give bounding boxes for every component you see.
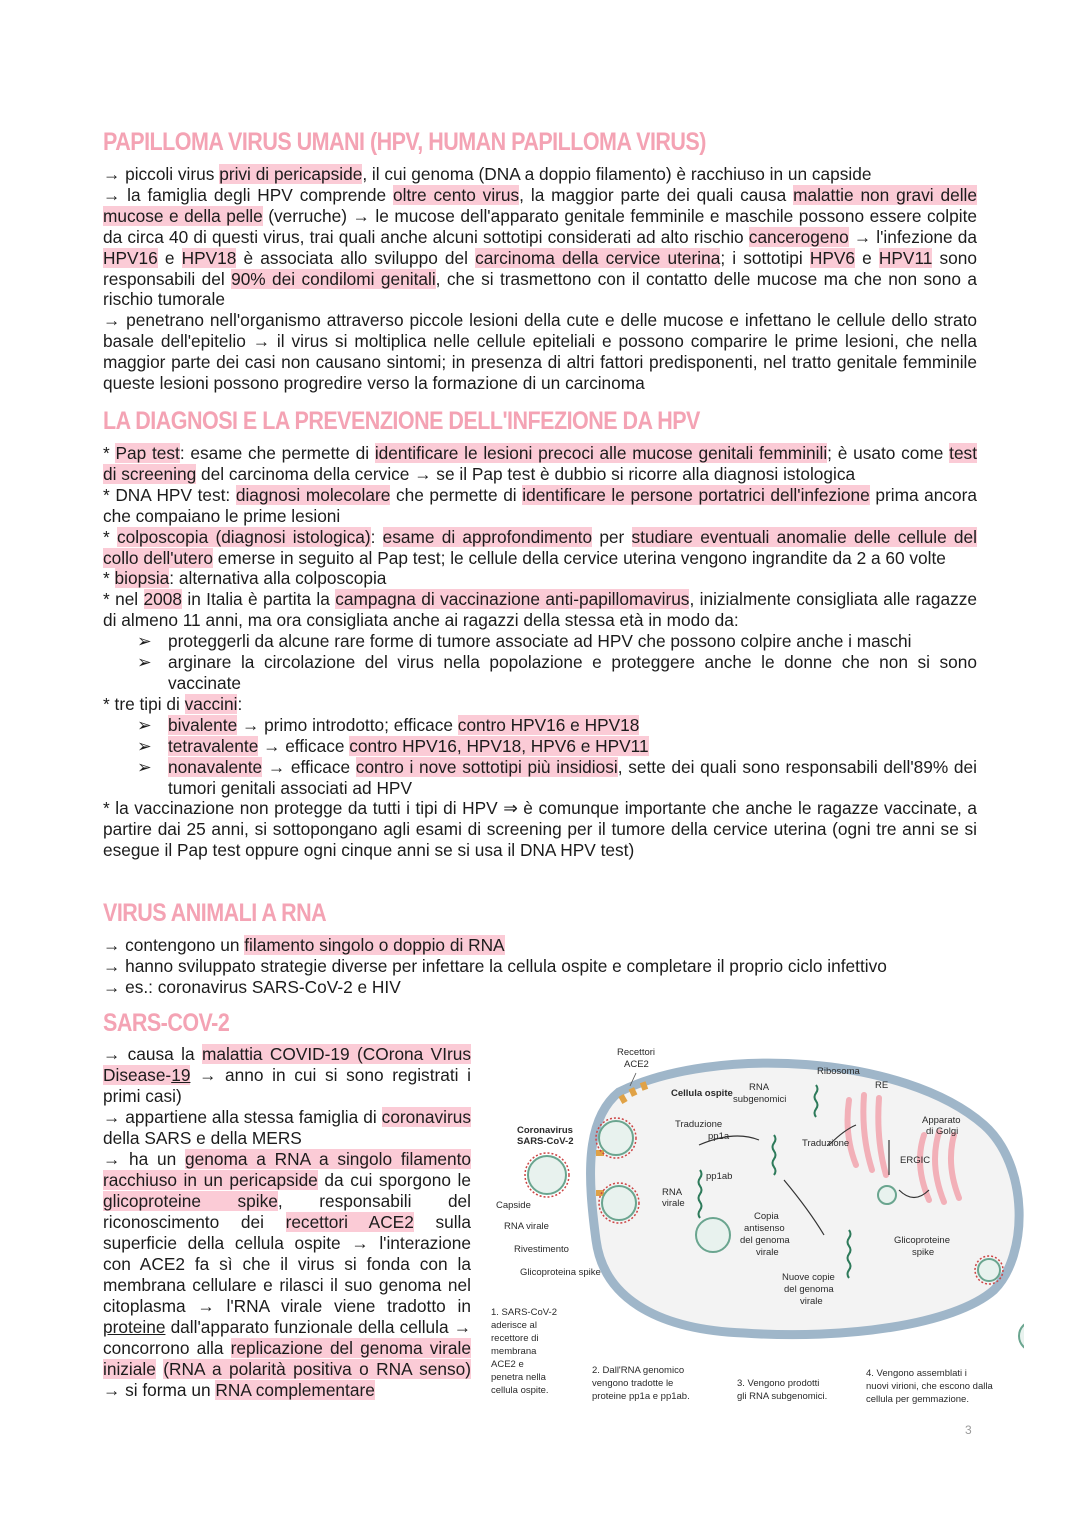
rna-line-1: → contengono un filamento singolo o doppio di RNA — [103, 935, 505, 955]
svg-text:gli RNA subgenomici.: gli RNA subgenomici. — [737, 1391, 828, 1402]
svg-text:2. Dall'RNA genomico: 2. Dall'RNA genomico — [592, 1365, 685, 1376]
label-coronavirus-1: Coronavirus — [517, 1125, 573, 1136]
svg-text:proteine pp1a e pp1ab.: proteine pp1a e pp1ab. — [592, 1391, 690, 1402]
svg-text:nuovi virioni, che escono dall: nuovi virioni, che escono dalla — [866, 1381, 993, 1392]
hpv-section — [103, 164, 977, 394]
label-ribosoma: Ribosoma — [817, 1066, 860, 1077]
step-2-caption — [592, 1365, 690, 1402]
label-copia-3: del genoma — [740, 1235, 790, 1246]
step-1-caption — [491, 1307, 557, 1396]
sars-cov-2-replication-figure — [484, 1040, 1024, 1420]
sars-text: → causa la malattia COVID-19 (COrona VIrus Disease-19 → anno in cui si sono registrati i primi casi) → appartiene alla stessa famiglia di coronavirus della SARS e della MERS → ha un genoma a RNA a singolo filamento racchiuso in un pericapside da cui sporgono le glicoproteine spike, responsabili del riconoscimento dei recettori ACE2 sulla superficie della cellula ospite → l'interazione con ACE2 fa sì che il virus si fonda con la membrana cellulare e rilasci il suo genoma nel citoplasma → l'RNA virale viene tradotto in proteine dall'apparato funzionale della cellula → concorrono alla replicazione del genoma virale iniziale (RNA a polarità positiva o RNA senso) → si forma un RNA complementare — [103, 1044, 472, 1400]
label-capside: Capside — [496, 1200, 531, 1211]
heading-diagnosi: LA DIAGNOSI E LA PREVENZIONE DELL'INFEZIONE DA HPV — [103, 407, 700, 435]
heading-sars: SARS-COV-2 — [103, 1009, 230, 1037]
page-number: 3 — [965, 1423, 972, 1437]
label-rna-1: RNA — [662, 1187, 683, 1198]
svg-text:aderisce al: aderisce al — [491, 1320, 537, 1331]
svg-text:cellula ospite.: cellula ospite. — [491, 1385, 549, 1396]
label-rivestimento: Rivestimento — [514, 1244, 569, 1255]
label-nuove-3: virale — [800, 1296, 823, 1307]
label-traduzione-2: Traduzione — [802, 1138, 850, 1149]
label-glico-2: spike — [912, 1247, 935, 1258]
vaccinazione-item: * nel 2008 in Italia è partita la campagna di vaccinazione anti-papillomavirus, inizialmente consigliata alle ragazze di almeno 11 anni, ma ora consigliata anche ai ragazzi della stessa età in modo da: — [103, 589, 977, 631]
svg-text:ACE2 e: ACE2 e — [491, 1359, 524, 1370]
label-glicoproteina-spike: Glicoproteina spike — [520, 1267, 601, 1278]
svg-text:3. Vengono prodotti: 3. Vengono prodotti — [737, 1378, 820, 1389]
colposcopia-item: * colposcopia (diagnosi istologica): esame di approfondimento per studiare eventuali anomalie delle cellule del collo dell'utero emerse in seguito al Pap test; le cellule della cervice uterina vengono ingrandite da 2 a 60 volte — [103, 526, 977, 568]
label-rna-sub-2: subgenomici — [733, 1094, 787, 1105]
bullet-nonavalente: ➢ nonavalente → efficace contro i nove sottotipi più insidiosi, sette dei quali sono responsabili dell'89% dei tumori genitali associati ad HPV — [137, 756, 977, 798]
label-copia-2: antisenso — [744, 1223, 785, 1234]
label-cellula-ospite: Cellula ospite — [671, 1088, 733, 1099]
vaccinazione-note: * la vaccinazione non protegge da tutti i tipi di HPV ⇒ è comunque importante che anche le ragazze vaccinate, a partire dai 25 anni, si sottopongano agli esami di screening per il tumore della cervice uterina (ogni tre anni se si esegue il Pap test oppure ogni cinque anni se si usa il DNA HPV test) — [103, 798, 977, 861]
dna-hpv-test-item: * DNA HPV test: diagnosi molecolare che permette di identificare le persone portatrici dell'infezione prima ancora che compaiano le prime lesioni — [103, 484, 978, 526]
bullet-proteggerli: ➢ proteggerli da alcune rare forme di tumore associate ad HPV che possono colpire anche i maschi — [137, 631, 912, 652]
step-4-caption — [866, 1368, 993, 1405]
label-rna-virale: RNA virale — [504, 1221, 549, 1232]
label-rna-sub-1: RNA — [749, 1082, 770, 1093]
label-pp1ab: pp1ab — [706, 1171, 733, 1182]
label-glico-1: Glicoproteine — [894, 1235, 950, 1246]
svg-text:recettore di: recettore di — [491, 1333, 539, 1344]
heading-virus-rna: VIRUS ANIMALI A RNA — [103, 899, 327, 927]
svg-text:membrana: membrana — [491, 1346, 537, 1357]
hpv-line-3: → penetrano nell'organismo attraverso piccole lesioni della cute e delle mucose e infettano le cellule dello strato basale dell'epitelio → il virus si moltiplica nelle cellule epiteliali e possono comparire le prime lesioni, che nella maggior parte dei casi non causano sintomi; in presenza di altri fattori predisponenti, nel tratto genitale femminile queste lesioni possono progredire verso la formazione di un carcinoma — [103, 310, 977, 394]
svg-text:4. Vengono assemblati i: 4. Vengono assemblati i — [866, 1368, 967, 1379]
rna-line-2: → hanno sviluppato strategie diverse per infettare la cellula ospite e completare il proprio ciclo infettivo — [103, 955, 887, 976]
label-coronavirus-2: SARS-CoV-2 — [517, 1136, 574, 1147]
bullet-tetravalente: ➢ tetravalente → efficace contro HPV16, HPV18, HPV6 e HPV11 — [137, 735, 649, 756]
label-traduzione: Traduzione — [675, 1119, 723, 1130]
svg-text:vengono tradotte le: vengono tradotte le — [592, 1378, 674, 1389]
label-apparato-2: di Golgi — [926, 1126, 959, 1137]
hpv-line-2: → la famiglia degli HPV comprende oltre cento virus, la maggior parte dei quali causa malattie non gravi delle mucose e della pelle (verruche) → le mucose dell'apparato genitale femminile e maschile possono essere colpite da circa 40 di questi virus, trai quali anche alcuni sottotipi considerati ad alto rischio cancerogeno → l'infezione da HPV16 e HPV18 è associata allo sviluppo del carcinoma della cervice uterina; i sottotipi HPV6 e HPV11 sono responsabili del 90% dei condilomi genitali, che si trasmettono con il contatto delle mucose ma che non sono a rischio tumorale — [103, 184, 977, 310]
label-nuove-2: del genoma — [784, 1284, 834, 1295]
virus-rna-section — [103, 935, 977, 998]
label-ergic: ERGIC — [900, 1155, 931, 1166]
svg-text:1. SARS-CoV-2: 1. SARS-CoV-2 — [491, 1307, 557, 1318]
label-apparato-1: Apparato — [922, 1115, 961, 1126]
label-pp1a: pp1a — [708, 1131, 730, 1142]
svg-text:penetra nella: penetra nella — [491, 1372, 546, 1383]
vaccini-item: * tre tipi di vaccini: — [103, 693, 243, 714]
label-re: RE — [875, 1080, 889, 1091]
label-copia-1: Copia — [754, 1211, 779, 1222]
svg-text:cellula per gemmazione.: cellula per gemmazione. — [866, 1394, 969, 1405]
step-3-caption — [737, 1378, 827, 1402]
label-rna-2: virale — [662, 1198, 685, 1209]
bullet-bivalente: ➢ bivalente → primo introdotto; efficace contro HPV16 e HPV18 — [137, 714, 640, 735]
hpv-line-1: → piccoli virus privi di pericapside, il cui genoma (DNA a doppio filamento) è racchiuso in un capside — [103, 164, 872, 184]
label-recettori: Recettori — [617, 1047, 656, 1058]
pap-test-item: * Pap test: esame che permette di identificare le lesioni precoci alle mucose genitali femminili; è usato come test di screening del carcinoma della cervice → se il Pap test è dubbio si ricorre alla diagnosi istologica — [103, 443, 977, 484]
rna-line-3: → es.: coronavirus SARS-CoV-2 e HIV — [103, 976, 401, 997]
label-nuove-1: Nuove copie — [782, 1272, 835, 1283]
diagnosi-section — [103, 443, 977, 861]
label-copia-4: virale — [756, 1247, 779, 1258]
heading-hpv: PAPILLOMA VIRUS UMANI (HPV, HUMAN PAPILLOMA VIRUS) — [103, 128, 706, 156]
biopsia-item: * biopsia: alternativa alla colposcopia — [103, 568, 387, 589]
bullet-arginare: ➢ arginare la circolazione del virus nella popolazione e proteggere anche le donne che non si sono vaccinate — [137, 652, 977, 693]
label-ace2: ACE2 — [624, 1059, 649, 1070]
